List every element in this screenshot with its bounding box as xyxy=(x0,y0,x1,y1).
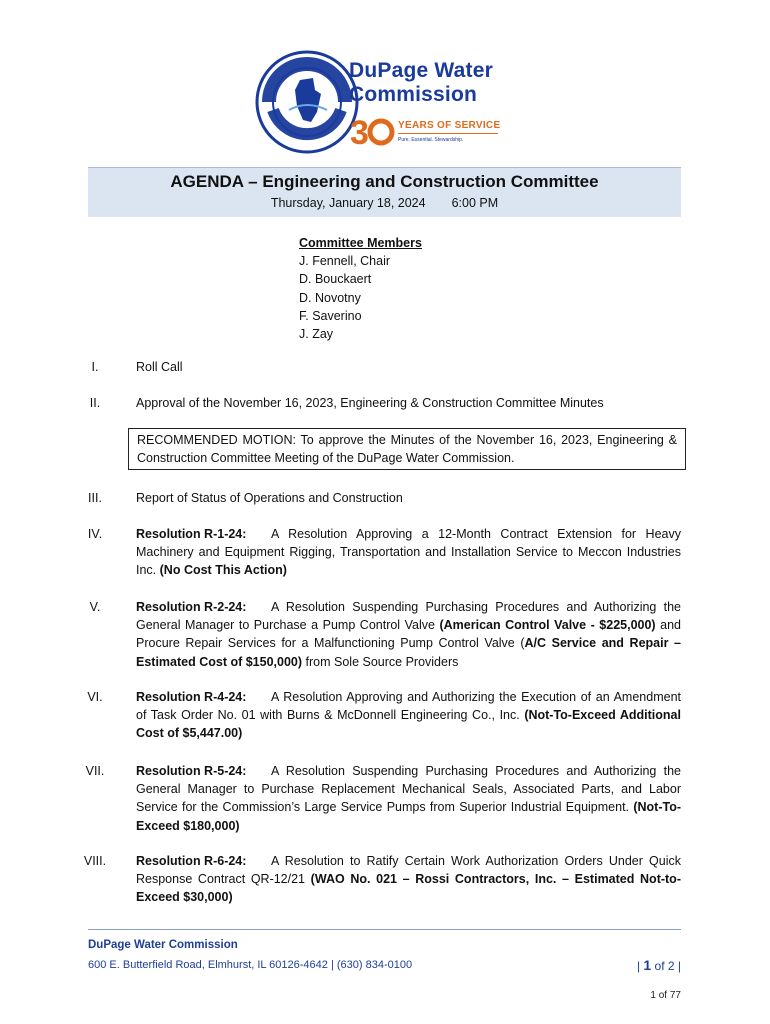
footer-address: 600 E. Butterfield Road, Elmhurst, IL 60126-4642 | (630) 834-0100 xyxy=(88,959,413,971)
item-number: III. xyxy=(88,491,102,505)
document-page-counter: 1 of 77 xyxy=(650,990,681,1001)
agenda-title: AGENDA – Engineering and Construction Committee xyxy=(170,172,599,191)
footer-org: DuPage Water Commission xyxy=(88,939,238,951)
resolution-cost: (Not-To-Exceed Additional Cost of $5,447.00) xyxy=(136,708,681,741)
logo-name-line2: Commission xyxy=(349,83,478,106)
years-divider xyxy=(398,133,498,134)
member-item: D. Novotny xyxy=(299,290,361,305)
item-text xyxy=(136,762,681,835)
resolution-text: A Resolution Suspending Purchasing Procedures and Authorizing the General Manager to Purchase a Pump Control Valve xyxy=(136,600,681,633)
resolution-cost: (WAO No. 021 – Rossi Contractors, Inc. – Estimated Not-to-Exceed $30,000) xyxy=(136,872,681,905)
resolution-label: Resolution R-1-24: xyxy=(136,527,247,541)
committee-members xyxy=(299,234,422,343)
meeting-time: 6:00 PM xyxy=(451,196,499,210)
page-suffix: of 2 | xyxy=(651,959,681,973)
members-heading: Committee Members xyxy=(299,236,422,250)
logo-tagline: Pure. Essential. Stewardship. xyxy=(398,137,464,143)
resolution-label: Resolution R-6-24: xyxy=(136,854,247,868)
meeting-datetime xyxy=(88,196,681,210)
logo-name-line1: DuPage Water xyxy=(349,59,493,82)
member-item: F. Saverino xyxy=(299,308,362,323)
page-prefix: | xyxy=(636,959,644,973)
resolution-text: A Resolution Suspending Purchasing Procedures and Authorizing the General Manager to Purchase Replacement Mechanical Seals, Associated Parts, and Labor Service for the Commission’s Large Service Pumps from Superior Industrial Equipment. xyxy=(136,764,681,815)
member-item: J. Fennell, Chair xyxy=(299,254,391,269)
member-item: D. Bouckaert xyxy=(299,272,372,287)
item-number: VIII. xyxy=(83,854,107,868)
thirty-years-mark-icon xyxy=(350,112,510,152)
logo-wordmark xyxy=(349,59,493,107)
resolution-label: Resolution R-4-24: xyxy=(136,690,247,704)
item-text: Roll Call xyxy=(136,360,183,374)
years-of-service: YEARS OF SERVICE xyxy=(398,120,501,131)
item-number: V. xyxy=(89,600,101,614)
svg-text:3: 3 xyxy=(350,114,369,152)
item-text xyxy=(136,688,681,743)
resolution-cost: (No Cost This Action) xyxy=(159,563,287,578)
footer-page-number xyxy=(637,957,681,973)
resolution-text-2: and Procure Repair Services for a Malfunctioning Pump Control Valve ( xyxy=(136,618,681,651)
recommended-motion-box: RECOMMENDED MOTION: To approve the Minutes of the November 16, 2023, Engineering & Construction Committee Meeting of the DuPage Water Commission. xyxy=(128,428,686,470)
resolution-cost-2: A/C Service and Repair – Estimated Cost of $150,000) xyxy=(136,636,682,669)
item-number: I. xyxy=(91,360,99,374)
footer-divider xyxy=(88,929,681,930)
resolution-cost: (American Control Valve - $225,000) xyxy=(439,618,656,633)
resolution-label: Resolution R-5-24: xyxy=(136,764,247,778)
meeting-date: Thursday, January 18, 2024 xyxy=(270,196,426,210)
resolution-text-3: from Sole Source Providers xyxy=(305,654,459,669)
resolution-text: A Resolution Approving and Authorizing the Execution of an Amendment of Task Order No. 01 with Burns & McDonnell Engineering Co., Inc. xyxy=(136,690,681,723)
item-number: VII. xyxy=(85,764,105,778)
item-text xyxy=(136,525,681,580)
item-text xyxy=(136,852,681,907)
resolution-text: A Resolution to Ratify Certain Work Authorization Orders Under Quick Response Contract QR-12/21 xyxy=(136,854,681,887)
page-current: 1 xyxy=(643,957,652,973)
item-text: Report of Status of Operations and Construction xyxy=(136,491,403,505)
resolution-cost: (Not-To-Exceed $180,000) xyxy=(136,800,681,833)
resolution-label: Resolution R-2-24: xyxy=(136,600,247,614)
member-item: J. Zay xyxy=(299,327,334,342)
item-number: II. xyxy=(89,396,101,410)
item-number: VI. xyxy=(87,690,103,704)
item-text: Approval of the November 16, 2023, Engineering & Construction Committee Minutes xyxy=(136,396,604,410)
resolution-text: A Resolution Approving a 12-Month Contract Extension for Heavy Machinery and Equipment Rigging, Transportation and Installation Service to Meccon Industries Inc. xyxy=(136,527,681,578)
item-text xyxy=(136,598,681,671)
item-number: IV. xyxy=(87,527,103,541)
